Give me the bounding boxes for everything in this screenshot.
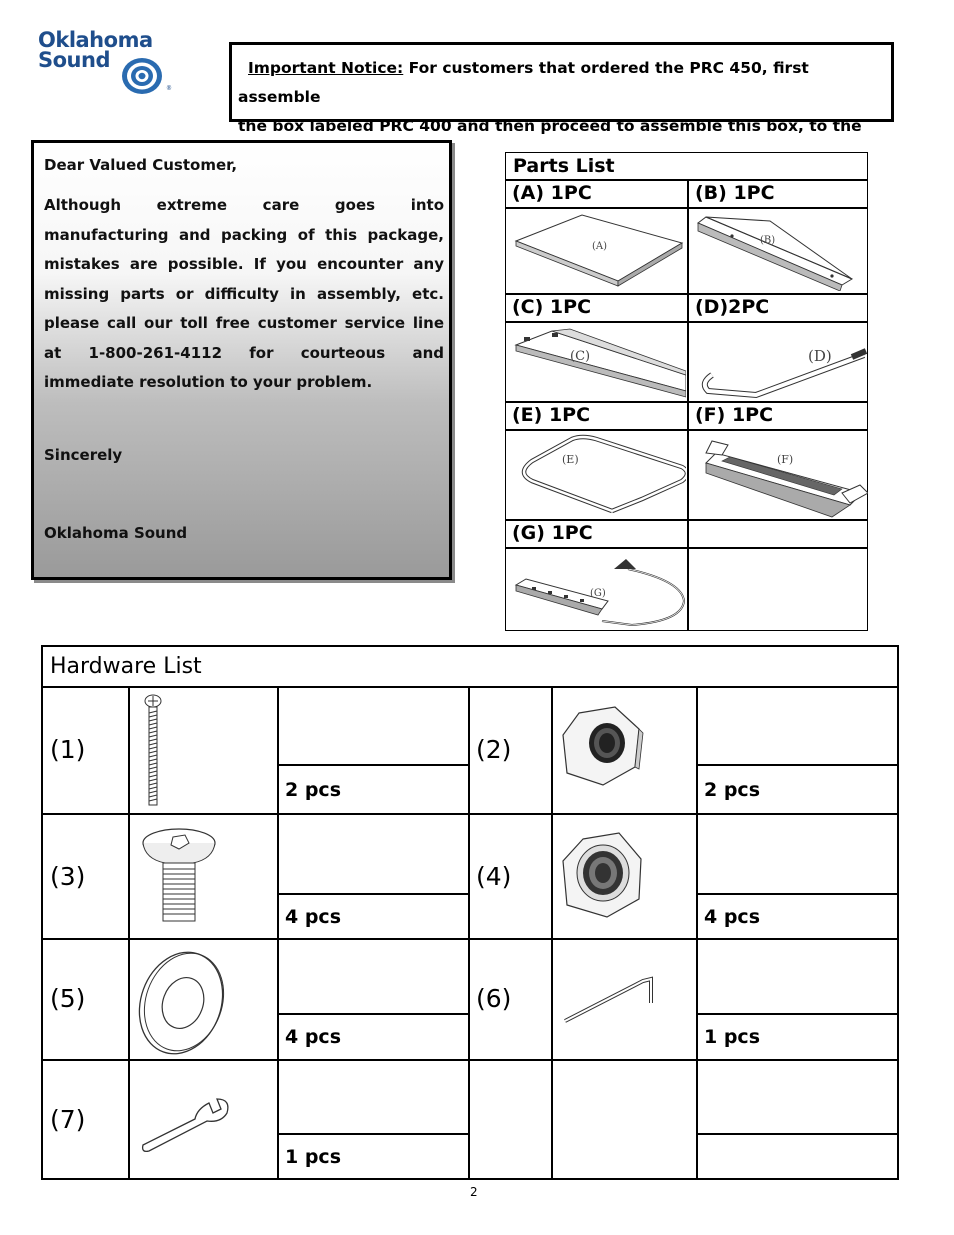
- u-frame-icon: [512, 433, 686, 519]
- notice-text-line2: the box labeled PRC 400 and then proceed to assemble this box, to the: [238, 117, 862, 135]
- letter-body: Although extreme care goes into manufacturing and packing of this package, mistakes are possible. If you encounter any missing parts or difficulty in assembly, etc. please call our toll free customer service line at 1-800-261-4112 for courteous and immediate resolution to your problem.: [44, 196, 444, 391]
- part-g-header: (G) 1PC: [512, 522, 593, 544]
- hardware-item-2-number: (2): [476, 735, 512, 764]
- hardware-item-7-quantity: 1 pcs: [285, 1146, 342, 1168]
- hardware-item-5-number: (5): [50, 984, 86, 1013]
- allen-key-icon: [559, 969, 659, 1029]
- parts-list-title: Parts List: [513, 155, 615, 177]
- hardware-item-3-number: (3): [50, 862, 86, 891]
- part-d-header: (D)2PC: [695, 296, 770, 318]
- hardware-item-6-number: (6): [476, 984, 512, 1013]
- hardware-item-6-quantity: 1 pcs: [704, 1026, 761, 1048]
- part-a-label: (A): [592, 241, 608, 252]
- part-d-label: (D): [808, 347, 832, 365]
- hardware-item-1-number: (1): [50, 735, 86, 764]
- page-number: 2: [470, 1185, 478, 1199]
- part-e-label: (E): [562, 453, 579, 466]
- hardware-item-5-quantity: 4 pcs: [285, 1026, 342, 1048]
- hardware-item-2-quantity: 2 pcs: [704, 779, 761, 801]
- bracket-icon: [692, 211, 864, 291]
- part-c-label: (C): [570, 349, 591, 364]
- logo-registered-mark: ®: [166, 85, 172, 92]
- part-a-header: (A) 1PC: [512, 182, 592, 204]
- part-e-header: (E) 1PC: [512, 404, 591, 426]
- hardware-item-7-number: (7): [50, 1105, 86, 1134]
- power-strip-icon: [512, 551, 686, 629]
- flat-head-screw-icon: [135, 825, 225, 925]
- hex-nut-icon: [559, 825, 649, 925]
- letter-closing: Sincerely: [44, 446, 123, 464]
- long-bolt-icon: [135, 693, 171, 809]
- logo-text-line1: Oklahoma: [38, 28, 153, 52]
- hardware-item-3-quantity: 4 pcs: [285, 906, 342, 928]
- logo-target-icon: [120, 56, 180, 98]
- customer-letter: [31, 140, 452, 580]
- hardware-list-title: Hardware List: [50, 654, 202, 679]
- company-logo: [38, 30, 178, 100]
- part-g-label: (G): [590, 588, 606, 599]
- part-f-label: (F): [777, 453, 794, 466]
- letter-signature: Oklahoma Sound: [44, 524, 188, 542]
- hex-nut-icon: [559, 703, 649, 793]
- flat-panel-icon: [512, 211, 684, 291]
- part-b-label: (B): [760, 235, 776, 246]
- notice-label: Important Notice:: [248, 59, 404, 77]
- rail-bracket-icon: [512, 325, 686, 399]
- wrench-icon: [135, 1087, 235, 1157]
- parts-list-table: [505, 152, 868, 631]
- part-c-header: (C) 1PC: [512, 296, 592, 318]
- important-notice-box: [229, 42, 894, 135]
- bent-rod-icon: [692, 325, 868, 399]
- logo-text-line2: Sound: [38, 48, 110, 72]
- part-b-header: (B) 1PC: [695, 182, 775, 204]
- notice-text-line1: For customers that ordered the PRC 450, first assemble: [238, 59, 809, 106]
- hardware-item-1-quantity: 2 pcs: [285, 779, 342, 801]
- hardware-item-4-quantity: 4 pcs: [704, 906, 761, 928]
- part-f-header: (F) 1PC: [695, 404, 774, 426]
- washer-icon: [135, 947, 231, 1057]
- letter-greeting: Dear Valued Customer,: [44, 156, 238, 174]
- channel-tray-icon: [692, 433, 868, 519]
- hardware-list-table: [41, 645, 899, 1180]
- hardware-item-4-number: (4): [476, 862, 512, 891]
